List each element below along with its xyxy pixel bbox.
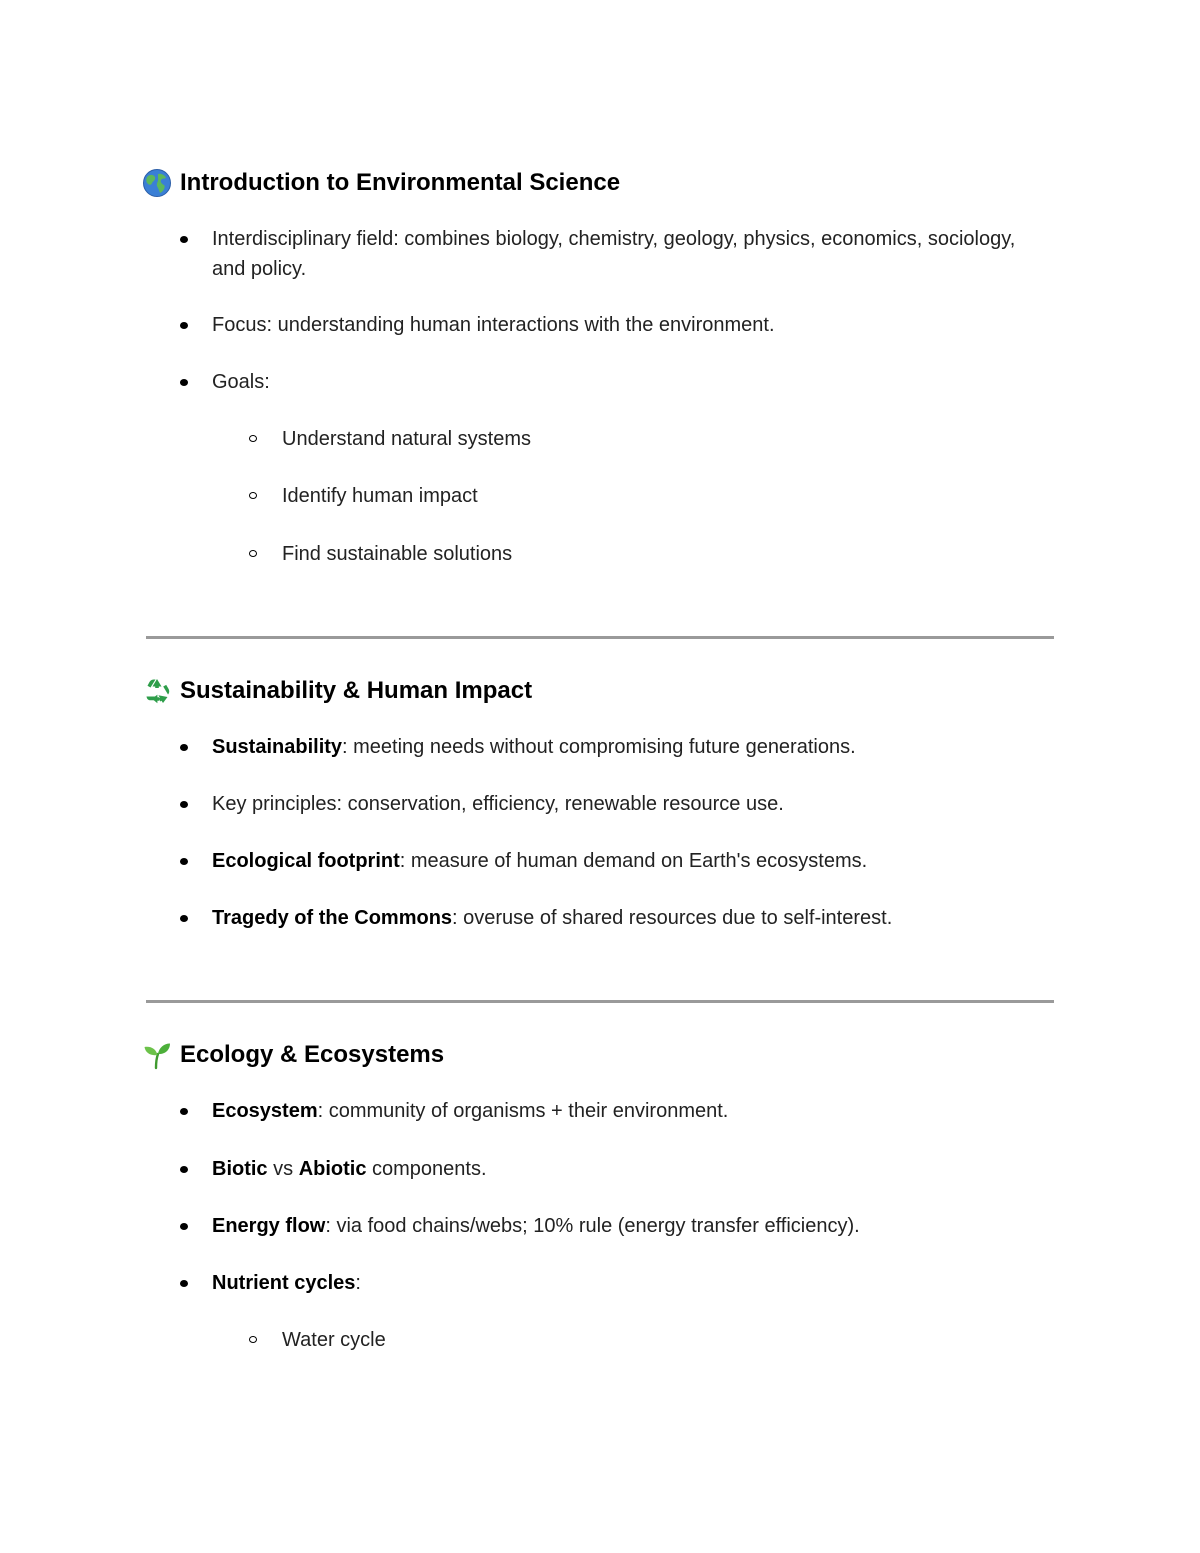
section-divider [146,1000,1054,1003]
list-item: Key principles: conservation, efficiency, renewable resource use. [212,789,1032,819]
list-item: Focus: understanding human interactions with the environment. [212,310,1032,340]
section-divider [146,636,1054,639]
sub-list-item: Identify human impact [282,481,982,511]
list-item: Biotic vs Abiotic components. [212,1154,1032,1184]
list-item: Nutrient cycles: [212,1268,1032,1298]
globe-icon [142,168,172,198]
sub-list-item: Water cycle [282,1325,982,1355]
list-item: Energy flow: via food chains/webs; 10% rule (energy transfer efficiency). [212,1211,1032,1241]
seedling-icon [142,1040,172,1070]
list-item: Goals: [212,367,1032,397]
sub-list-item: Understand natural systems [282,424,982,454]
section-title: Ecology & Ecosystems [180,1041,445,1068]
recycle-icon [142,676,172,706]
list-item: Interdisciplinary field: combines biology, chemistry, geology, physics, economics, sociology, and policy. [212,224,1032,284]
list-item: Ecological footprint: measure of human demand on Earth's ecosystems. [212,846,1032,876]
list-item: Sustainability: meeting needs without compromising future generations. [212,732,1032,762]
section-heading-sustainability [142,674,532,708]
section-title: Introduction to Environmental Science [180,169,621,196]
list-item: Tragedy of the Commons: overuse of shared resources due to self-interest. [212,903,1032,933]
section-heading-ecology [142,1038,444,1072]
list-item: Ecosystem: community of organisms + their environment. [212,1096,1032,1126]
sub-list-item: Find sustainable solutions [282,539,982,569]
section-heading-intro [142,166,620,200]
section-title: Sustainability & Human Impact [180,677,533,704]
